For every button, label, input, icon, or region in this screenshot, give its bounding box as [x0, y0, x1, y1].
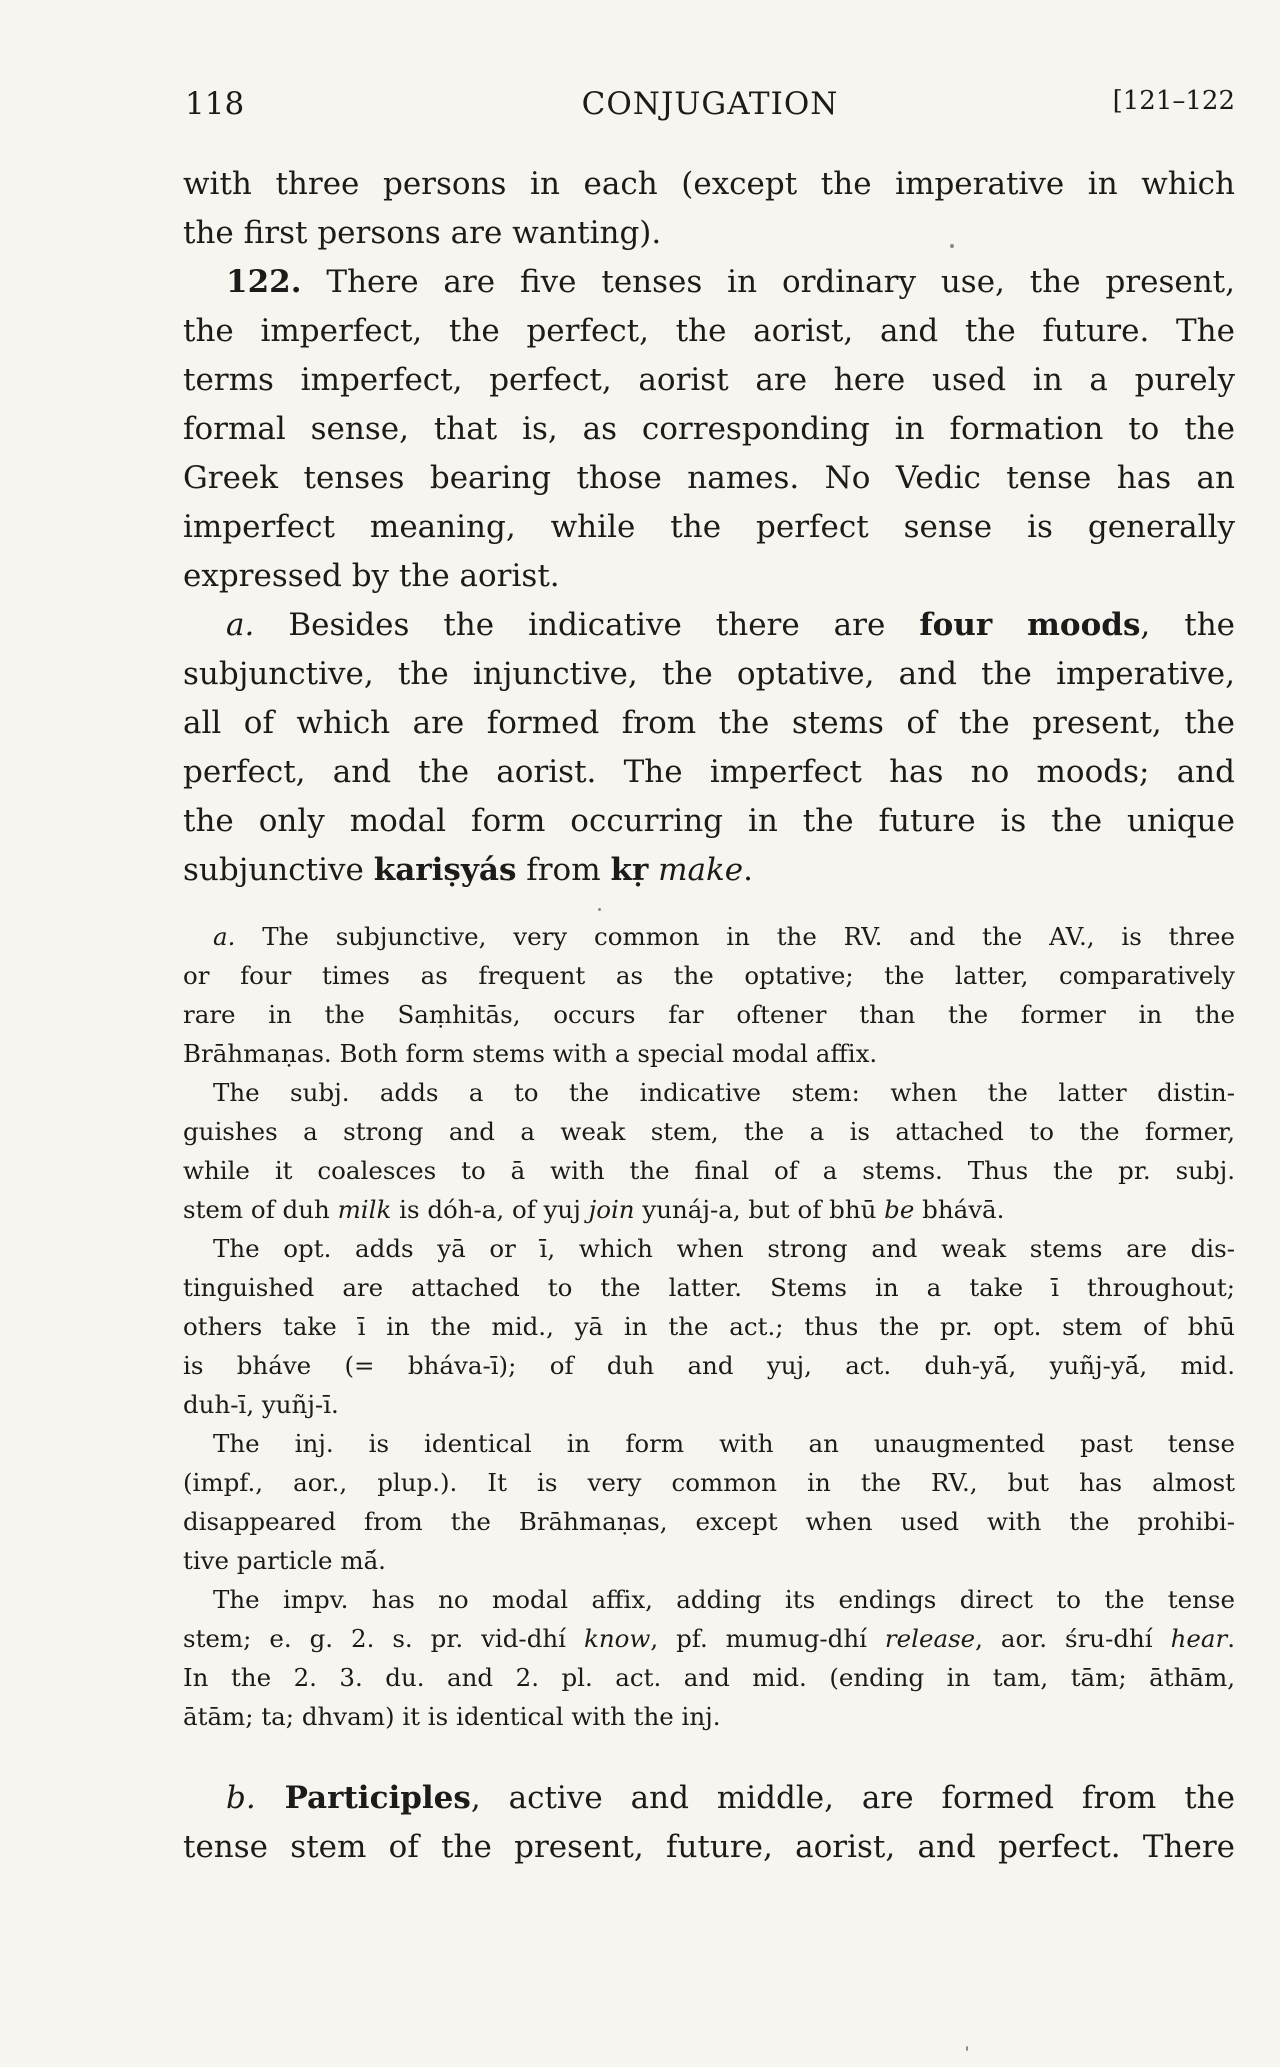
text-line: The impv. has no modal affix, adding its endings direct to the tense [213, 1585, 1235, 1614]
text-line: is bháve (= bháva-ī); of duh and yuj, act. duh-yā́, yuñj-yā́, mid. [183, 1351, 1235, 1380]
text-span: The subjunctive, very common in the RV. and the AV., is three [235, 922, 1235, 951]
text-span-italic: know [583, 1624, 651, 1653]
text-line: the only modal form occurring in the future is the unique [183, 803, 1235, 839]
text-span-italic: milk [337, 1195, 392, 1224]
text-line: disappeared from the Brāhmaṇas, except when used with the prohibi- [183, 1507, 1235, 1536]
text-line [183, 1619, 1235, 1658]
text-span-italic: hear [1170, 1624, 1228, 1653]
page-number: 118 [185, 86, 245, 122]
text-span: yunáj-a, but of bhū [634, 1195, 885, 1224]
text-line: (impf., aor., plup.). It is very common in the RV., but has almost [183, 1468, 1235, 1497]
text-span: There are five tenses in ordinary use, the present, [301, 264, 1235, 300]
text-line: others take ī in the mid., yā in the act.; thus the pr. opt. stem of bhū [183, 1312, 1235, 1341]
note-imperative [183, 1580, 1235, 1736]
paragraph-a-moods [183, 601, 1235, 895]
text-span-italic: be [884, 1195, 915, 1224]
text-line: with three persons in each (except the imperative in which [183, 166, 1235, 202]
text-span: stem; e. g. 2. s. pr. vid-dhí [183, 1624, 584, 1653]
text-line [183, 846, 1235, 895]
text-line: all of which are formed from the stems of the present, the [183, 705, 1235, 741]
paragraph-122 [183, 258, 1235, 601]
text-line [183, 917, 1235, 956]
text-line: Greek tenses bearing those names. No Vedic tense has an [183, 460, 1235, 496]
text-line: expressed by the aorist. [183, 558, 560, 594]
text-line: perfect, and the aorist. The imperfect has no moods; and [183, 754, 1235, 790]
text-span-bold: kariṣyás [373, 852, 517, 888]
text-line: The opt. adds yā or ī, which when strong and weak stems are dis- [213, 1234, 1235, 1263]
text-span: stem of duh [183, 1195, 338, 1224]
text-span-italic: join [588, 1195, 635, 1224]
text-line [183, 1774, 1235, 1823]
paragraph-label: a. [213, 922, 236, 951]
text-line: In the 2. 3. du. and 2. pl. act. and mid. (ending in tam, tām; āthām, [183, 1663, 1235, 1692]
section-range: [121–122 [1112, 86, 1235, 116]
note-subjunctive [183, 917, 1235, 1073]
text-line: the first persons are wanting). [183, 215, 662, 251]
text-line: tense stem of the present, future, aorist, and perfect. There [183, 1829, 1235, 1865]
print-speck [950, 244, 954, 248]
text-line: formal sense, that is, as corresponding in formation to the [183, 411, 1235, 447]
text-span: , aor. śru-dhí [975, 1624, 1171, 1653]
text-span: subjunctive [183, 852, 374, 888]
text-line: imperfect meaning, while the perfect sense is generally [183, 509, 1235, 545]
text-span-bold: Participles [255, 1780, 471, 1816]
text-span: is dóh-a, of yuj [391, 1195, 589, 1224]
text-line: or four times as frequent as the optative; the latter, comparatively [183, 961, 1235, 990]
text-line: the imperfect, the perfect, the aorist, and the future. The [183, 313, 1235, 349]
note-subj-formation [183, 1073, 1235, 1229]
paragraph-intro [183, 160, 1235, 258]
text-line: duh-ī, yuñj-ī. [183, 1390, 339, 1419]
paragraph-label: b. [226, 1780, 256, 1816]
paragraph-label: a. [226, 607, 255, 643]
text-span-italic: release [884, 1624, 976, 1653]
text-line [183, 258, 1235, 307]
text-span: . [1227, 1624, 1235, 1653]
running-title: CONJUGATION [581, 86, 839, 122]
note-block [183, 917, 1235, 1736]
page-body [183, 160, 1235, 1872]
text-span-italic: make [648, 852, 744, 888]
text-line: terms imperfect, perfect, aorist are here used in a purely [183, 362, 1235, 398]
running-header [185, 86, 1235, 130]
text-span: , active and middle, are formed from the [470, 1780, 1235, 1816]
print-speck [966, 2046, 968, 2051]
paragraph-b-participles [183, 1774, 1235, 1872]
text-line: The inj. is identical in form with an unaugmented past tense [213, 1429, 1235, 1458]
text-line: rare in the Saṃhitās, occurs far oftener than the former in the [183, 1000, 1235, 1029]
note-injunctive [183, 1424, 1235, 1580]
text-span-bold: four moods [919, 607, 1141, 643]
text-span: Besides the indicative there are [254, 607, 920, 643]
section-number: 122. [226, 264, 302, 300]
text-line: The subj. adds a to the indicative stem: when the latter distin- [213, 1078, 1235, 1107]
text-line: tive particle mā́. [183, 1546, 386, 1575]
text-span: . [743, 852, 754, 888]
text-line: while it coalesces to ā with the final of a stems. Thus the pr. subj. [183, 1156, 1235, 1185]
note-optative [183, 1229, 1235, 1424]
text-line: ātām; ta; dhvam) it is identical with the inj. [183, 1702, 721, 1731]
text-span: from [516, 852, 611, 888]
text-span: , pf. mumug-dhí [650, 1624, 885, 1653]
text-span: , the [1140, 607, 1236, 643]
text-span-bold: kṛ [610, 852, 649, 888]
text-span: bhávā. [914, 1195, 1005, 1224]
text-line: tinguished are attached to the latter. Stems in a take ī throughout; [183, 1273, 1235, 1302]
text-line [183, 1190, 1235, 1229]
text-line: Brāhmaṇas. Both form stems with a special modal affix. [183, 1039, 878, 1068]
print-speck [598, 908, 601, 911]
text-line [183, 601, 1235, 650]
text-line: subjunctive, the injunctive, the optative, and the imperative, [183, 656, 1235, 692]
text-line: guishes a strong and a weak stem, the a is attached to the former, [183, 1117, 1235, 1146]
